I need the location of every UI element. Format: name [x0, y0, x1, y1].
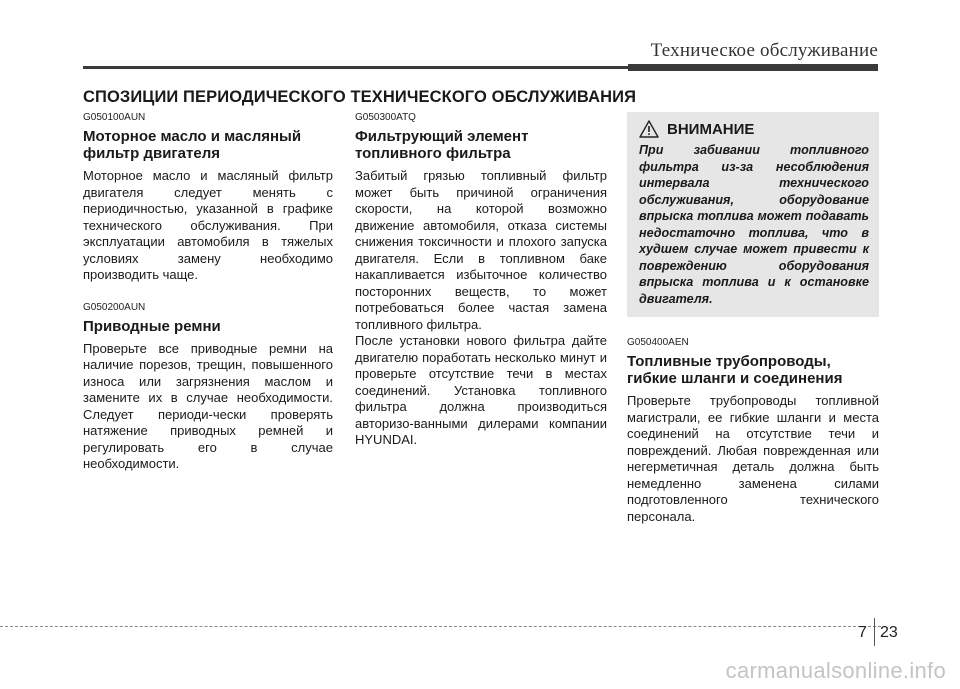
subheading-fuel-filter: Фильтрующий элемент топливного фильтра [355, 128, 529, 162]
footer-rule [0, 626, 886, 627]
chapter-title: Техническое обслуживание [650, 40, 878, 61]
page-divider [874, 618, 875, 646]
caution-text: При забивании топливного фильтра из-за несоблюдения интервала технического обслуживания, оборудование впрыска топлива может подавать недостаточно топлива, что в худшем случае может привести к повреждению оборудования впрыска топлива и к остановке двигателя. [639, 143, 869, 306]
paragraph-drive-belts: Проверьте все приводные ремни на наличие порезов, трещин, повышенного износа или загрязнения маслом и замените их в случае необходимости. Следует периоди-чески проверять натяжение приводных ремней и регулировать его в случае необходимости. [83, 340, 333, 471]
watermark: carmanualsonline.info [725, 658, 946, 683]
chapter-number: 7 [858, 624, 867, 641]
warning-triangle-icon [639, 120, 659, 138]
subheading-drive-belts: Приводные ремни [83, 317, 221, 335]
paragraph-fuel-filter-install: После установки нового фильтра дайте двигателю поработать несколько минут и проверьте отсутствие течи в местах соединений. Установка топливного фильтра должна производиться авторизо-ванными дилерами компании HYUNDAI. [355, 333, 607, 447]
paragraph-fuel-filter: Забитый грязью топливный фильтр может быть причиной ограничения скорости, на которой возможно движение автомобиля, отказа системы снижения токсичности и плохого запуска двигателя. Если в топливном баке накапливается избыточное количество посторонних веществ, то может потребоваться более частая замена топливного фильтра. [355, 168, 607, 332]
section-code: G050400AEN [627, 337, 689, 348]
caution-box [627, 112, 879, 317]
paragraph-fuel-lines: Проверьте трубопроводы топливной магистрали, ее гибкие шланги и места соединений на отсутствие течи и повреждений. Любая поврежденная или негерметичная деталь должна быть немедленно заменена силами подготовленного технического персонала. [627, 393, 879, 524]
header-rule-accent [628, 64, 878, 71]
section-code: G050300ATQ [355, 112, 416, 123]
page-number: 23 [880, 624, 898, 641]
caution-title: ВНИМАНИЕ [667, 120, 755, 138]
column-3 [627, 112, 879, 525]
column-1 [83, 112, 333, 473]
section-heading: СПОЗИЦИИ ПЕРИОДИЧЕСКОГО ТЕХНИЧЕСКОГО ОБСЛУЖИВАНИЯ [83, 88, 637, 106]
subheading-fuel-lines: Топливные трубопроводы, гибкие шланги и соединения [627, 353, 843, 387]
column-2 [355, 112, 607, 449]
section-code: G050200AUN [83, 301, 146, 313]
paragraph-engine-oil: Моторное масло и масляный фильтр двигателя следует менять с периодичностью, указанной в графике технического обслуживания. При эксплуатации автомобиля в тяжелых условиях замену необходимо производить чаще. [83, 168, 333, 282]
subheading-engine-oil: Моторное масло и масляный фильтр двигателя [83, 128, 302, 162]
section-code: G050100AUN [83, 112, 146, 123]
